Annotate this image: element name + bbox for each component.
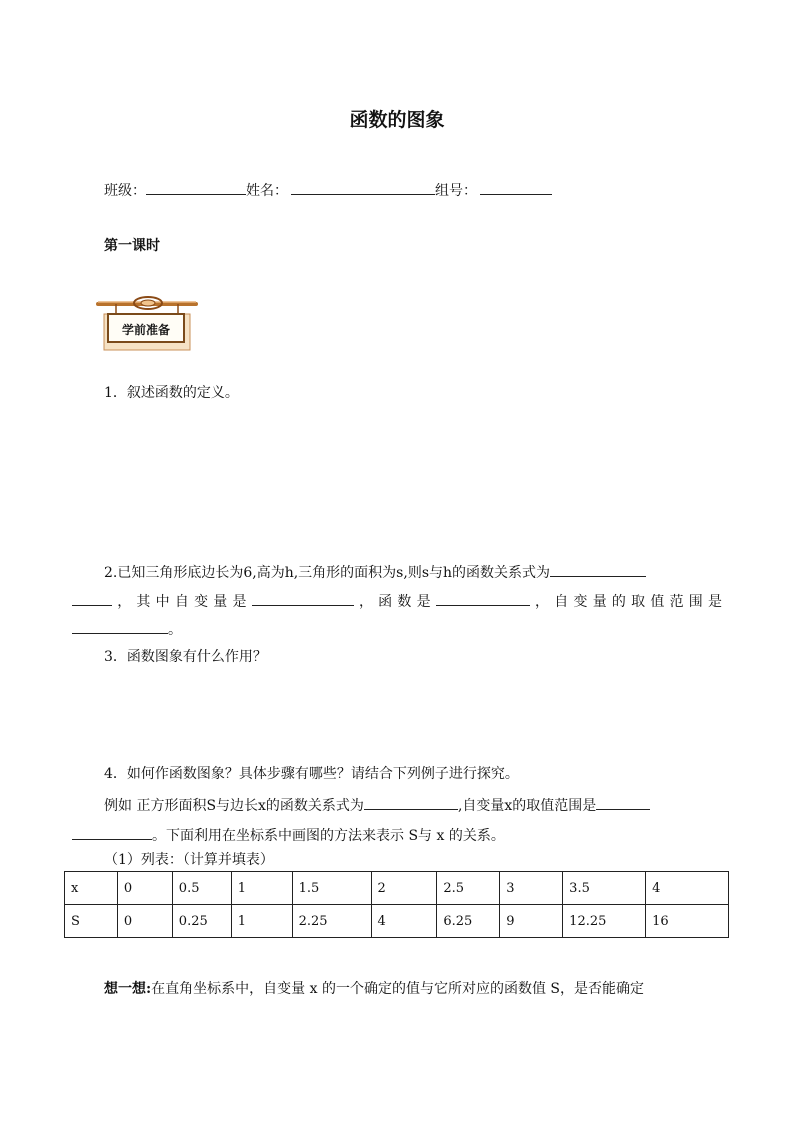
table-cell: 6.25 — [437, 905, 500, 938]
table-cell: 4 — [646, 872, 729, 905]
think-text: 在直角坐标系中，自变量 x 的一个确定的值与它所对应的函数值 S，是否能确定 — [151, 981, 645, 997]
q4-range-blank[interactable] — [596, 793, 650, 810]
table-cell: S — [65, 905, 118, 938]
table-cell: 16 — [646, 905, 729, 938]
table-cell: 2.25 — [292, 905, 371, 938]
q4-formula-blank[interactable] — [364, 793, 458, 810]
table-cell: 2.5 — [437, 872, 500, 905]
table-row — [65, 872, 729, 905]
page-title: 函数的图象 — [349, 109, 445, 131]
table-cell: 3.5 — [563, 872, 646, 905]
name-label: 姓名： — [246, 183, 288, 199]
class-label: 班级： — [104, 183, 146, 199]
question-2-line-3 — [72, 617, 182, 640]
question-4-line-3 — [72, 823, 505, 846]
table-cell: 1 — [231, 872, 292, 905]
q2-part-b: ，函数是 — [353, 594, 436, 610]
q4-example-a: 例如 正方形面积S与边长x的函数关系式为 — [104, 798, 364, 814]
question-4-line-1: 4．如何作函数图象？具体步骤有哪些？请结合下列例子进行探究。 — [104, 766, 519, 782]
name-blank[interactable] — [291, 178, 435, 195]
q4-line-3-text: 。下面利用在坐标系中画图的方法来表示 S与 x 的关系。 — [152, 828, 505, 844]
question-4-example — [104, 793, 650, 816]
table-cell: 0 — [117, 872, 172, 905]
table-cell: x — [65, 872, 118, 905]
group-label: 组号： — [435, 183, 477, 199]
table-cell: 12.25 — [563, 905, 646, 938]
table-cell: 2 — [371, 872, 437, 905]
table-cell: 0.25 — [172, 905, 231, 938]
group-blank[interactable] — [480, 178, 552, 195]
q4-example-b: ,自变量x的取值范围是 — [457, 798, 597, 814]
q2-formula-blank-cont[interactable] — [72, 589, 112, 606]
table-cell: 1 — [231, 905, 292, 938]
prep-badge-label: 学前准备 — [107, 313, 185, 343]
table-cell: 0.5 — [172, 872, 231, 905]
value-table — [64, 871, 729, 938]
table-cell: 9 — [500, 905, 563, 938]
question-1: 1．叙述函数的定义。 — [104, 385, 239, 401]
question-3: 3．函数图象有什么作用？ — [104, 649, 267, 665]
q2-formula-blank[interactable] — [550, 560, 646, 577]
think-prompt — [104, 979, 644, 999]
table-cell: 3 — [500, 872, 563, 905]
q4-range-blank-cont[interactable] — [72, 823, 152, 840]
class-blank[interactable] — [146, 178, 246, 195]
q2-variable-blank[interactable] — [252, 589, 354, 606]
question-2-line-2 — [72, 589, 722, 612]
table-cell: 1.5 — [292, 872, 371, 905]
question-4-step-1: （1）列表：（计算并填表） — [104, 852, 274, 868]
question-2-line-1 — [104, 560, 646, 583]
prep-badge — [96, 292, 198, 354]
table-row — [65, 905, 729, 938]
header-fields — [104, 178, 552, 201]
lesson-heading: 第一课时 — [104, 238, 160, 254]
q2-range-blank[interactable] — [72, 617, 168, 634]
q2-part-c: ，自变量的取值范围是 — [529, 594, 723, 610]
table-cell: 0 — [117, 905, 172, 938]
q2-function-blank[interactable] — [436, 589, 530, 606]
think-label: 想一想: — [104, 981, 152, 997]
table-cell: 4 — [371, 905, 437, 938]
q2-part-a: ，其中自变量是 — [112, 594, 252, 610]
q2-end: 。 — [168, 622, 182, 638]
question-2-text: 2.已知三角形底边长为6,高为h,三角形的面积为s,则s与h的函数关系式为 — [104, 565, 551, 581]
